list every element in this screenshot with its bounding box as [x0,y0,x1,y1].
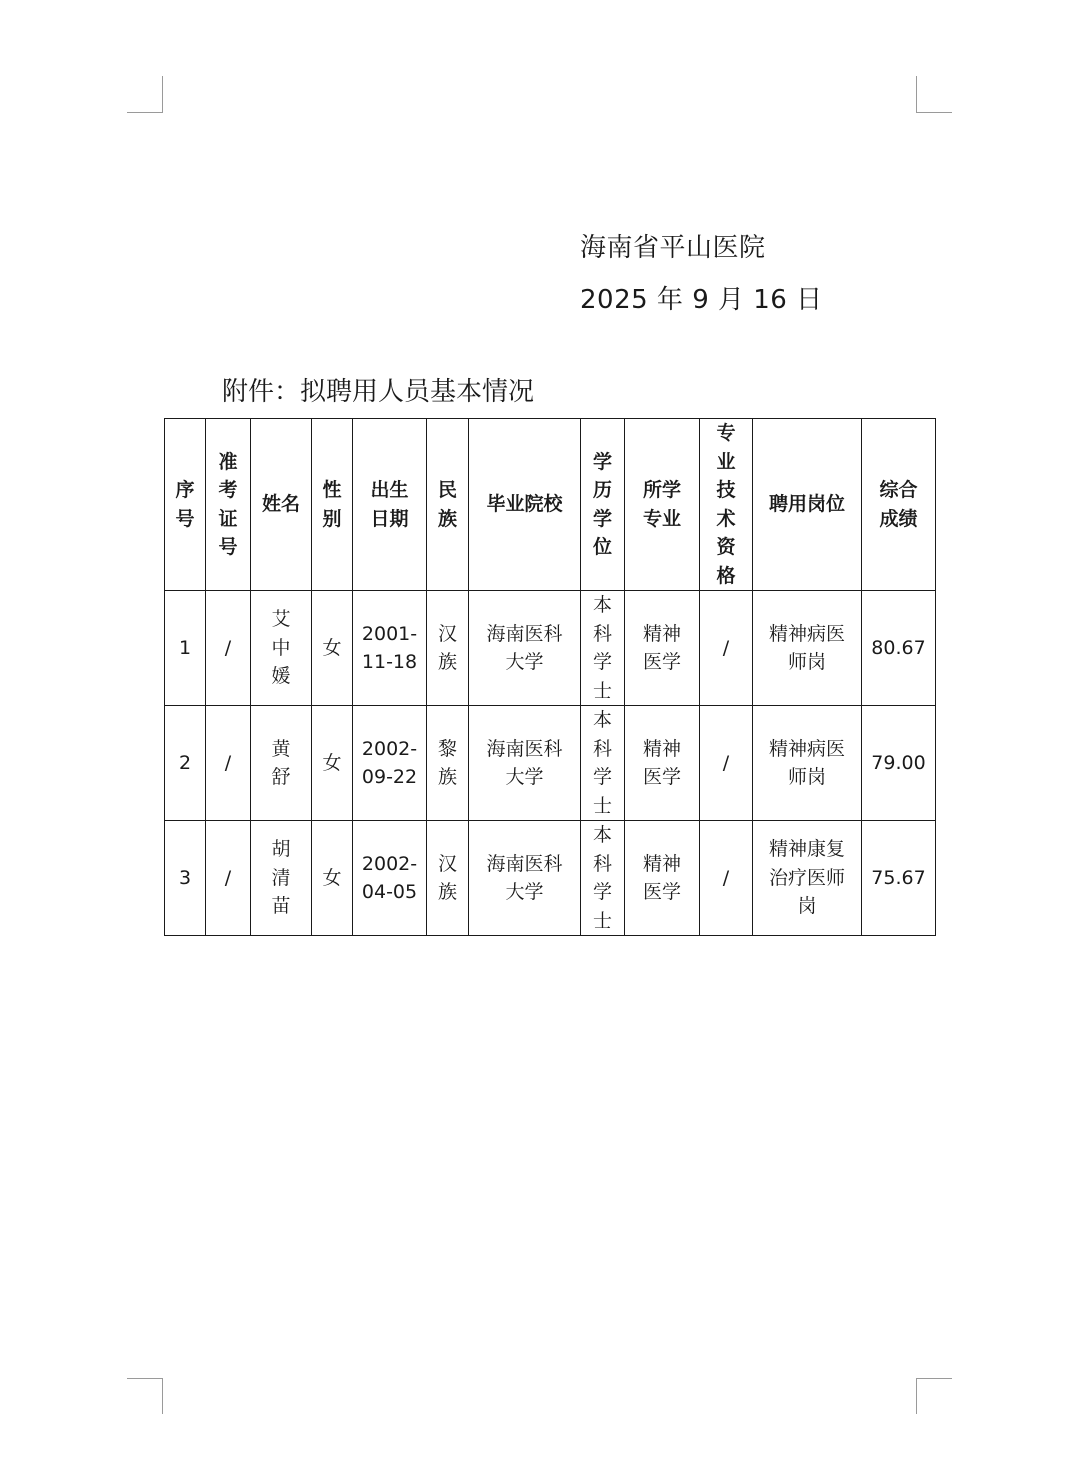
crop-mark-bottom-left [162,1378,163,1414]
header-major: 所学专业 [625,419,700,591]
header-birth-date: 出生日期 [353,419,427,591]
crop-mark-top-left [127,112,163,113]
cell-exam-number: / [206,706,251,821]
cell-degree: 本科学士 [581,706,625,821]
cell-index: 1 [165,591,206,706]
cell-name: 胡清苗 [251,821,312,936]
candidate-table [164,418,936,936]
cell-qualification: / [700,706,753,821]
cell-ethnicity: 汉族 [427,591,469,706]
cell-school: 海南医科大学 [469,821,581,936]
header-school: 毕业院校 [469,419,581,591]
cell-degree: 本科学士 [581,591,625,706]
cell-position: 精神病医师岗 [753,706,862,821]
header-position: 聘用岗位 [753,419,862,591]
header-name: 姓名 [251,419,312,591]
cell-birth-date: 2002-04-05 [353,821,427,936]
header-qualification: 专业技术资格 [700,419,753,591]
cell-gender: 女 [312,706,353,821]
cell-score: 80.67 [862,591,936,706]
cell-major: 精神医学 [625,591,700,706]
cell-position: 精神病医师岗 [753,591,862,706]
crop-mark-bottom-right [916,1378,917,1414]
cell-score: 75.67 [862,821,936,936]
cell-major: 精神医学 [625,706,700,821]
cell-exam-number: / [206,591,251,706]
issuer-signature [580,222,823,326]
cell-index: 3 [165,821,206,936]
cell-name: 黄舒 [251,706,312,821]
crop-mark-top-left [162,76,163,112]
cell-index: 2 [165,706,206,821]
cell-ethnicity: 黎族 [427,706,469,821]
table-row [165,706,936,821]
header-gender: 性别 [312,419,353,591]
header-degree: 学历学位 [581,419,625,591]
cell-qualification: / [700,821,753,936]
header-ethnicity: 民族 [427,419,469,591]
attachment-title: 附件：拟聘用人员基本情况 [222,377,535,407]
crop-mark-top-right [916,76,917,112]
cell-gender: 女 [312,821,353,936]
header-exam-number: 准考证号 [206,419,251,591]
crop-mark-bottom-right [916,1378,952,1379]
cell-major: 精神医学 [625,821,700,936]
cell-birth-date: 2002-09-22 [353,706,427,821]
crop-mark-top-right [916,112,952,113]
header-index: 序号 [165,419,206,591]
cell-qualification: / [700,591,753,706]
cell-gender: 女 [312,591,353,706]
cell-degree: 本科学士 [581,821,625,936]
crop-mark-bottom-left [127,1378,163,1379]
cell-score: 79.00 [862,706,936,821]
cell-school: 海南医科大学 [469,706,581,821]
issuer-organization: 海南省平山医院 [580,233,766,263]
cell-position: 精神康复治疗医师岗 [753,821,862,936]
header-score: 综合成绩 [862,419,936,591]
cell-ethnicity: 汉族 [427,821,469,936]
cell-school: 海南医科大学 [469,591,581,706]
cell-exam-number: / [206,821,251,936]
table-row [165,591,936,706]
table-row [165,821,936,936]
issuer-date: 2025 年 9 月 16 日 [580,285,823,315]
cell-name: 艾中媛 [251,591,312,706]
table-header-row [165,419,936,591]
cell-birth-date: 2001-11-18 [353,591,427,706]
